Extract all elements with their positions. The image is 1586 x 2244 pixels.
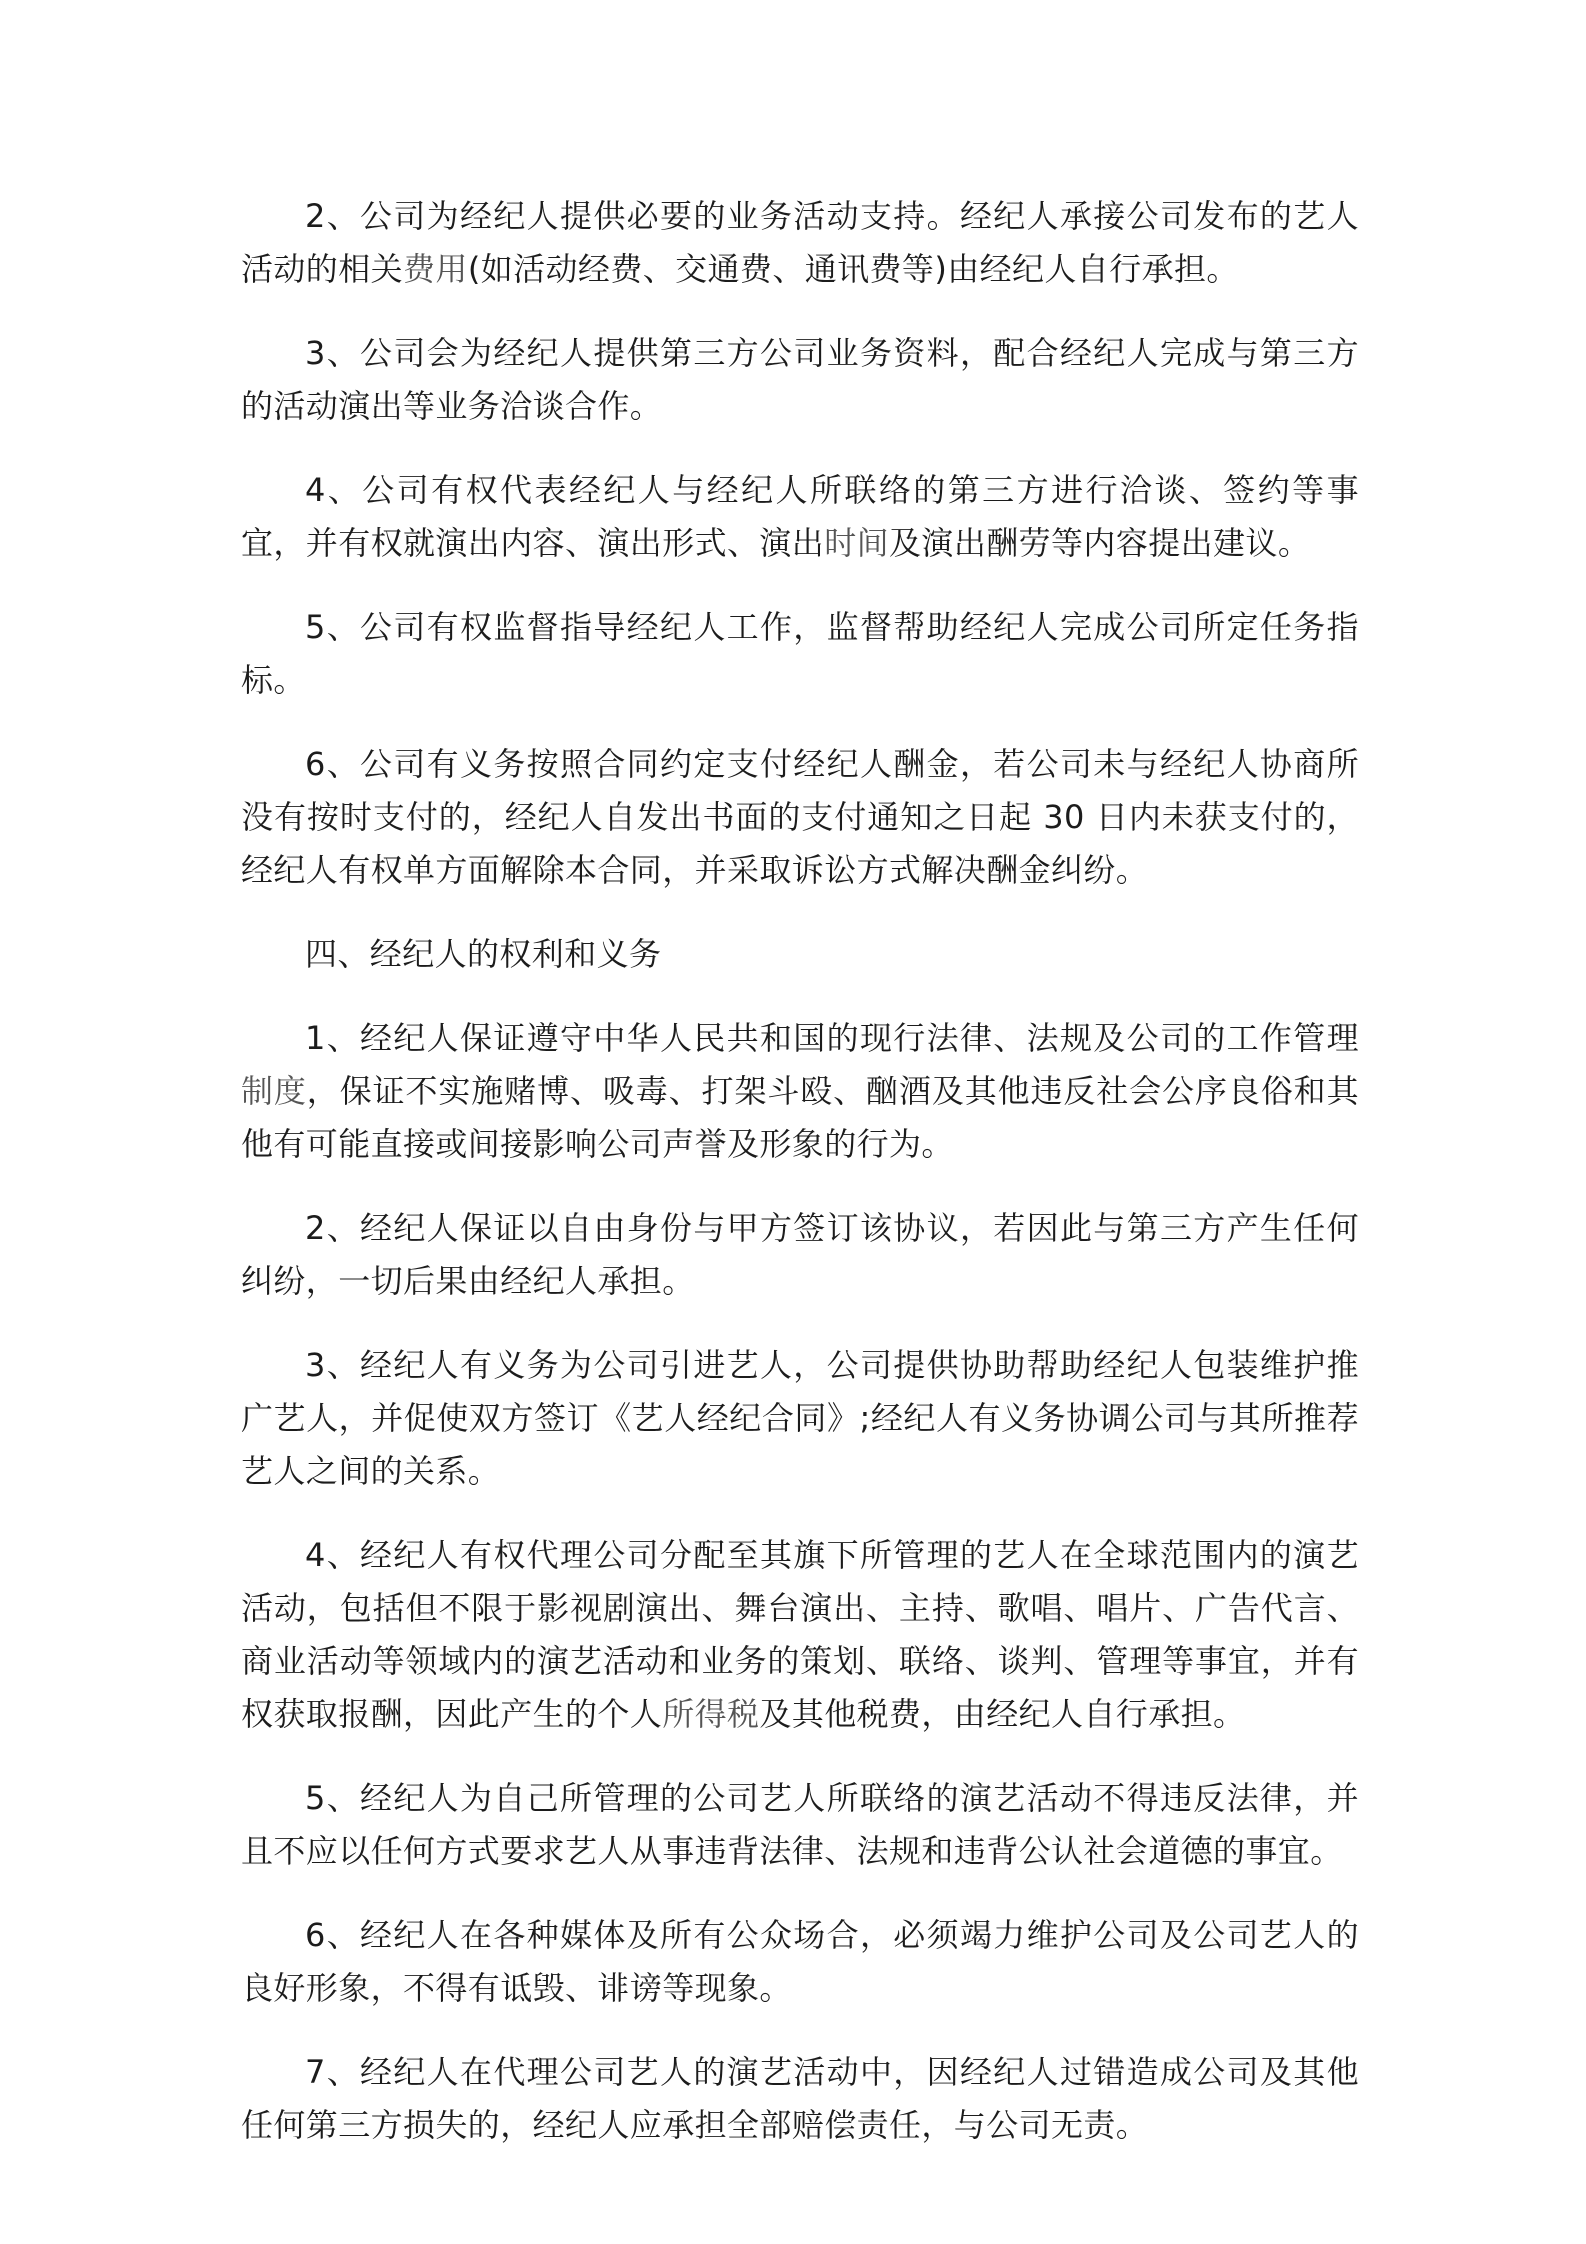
paragraph-text: 1、经纪人保证遵守中华人民共和国的现行法律、法规及公司的工作管理 [305,1019,1359,1057]
section-heading-text: 四、经纪人的权利和义务 [305,935,662,973]
paragraph-free-identity [241,1202,1359,1308]
paragraph-artist-introduction [241,1339,1359,1498]
keyword-link-fee: 费用 [403,250,468,288]
paragraph-text: 4、经纪人有权代理公司分配至其旗下所管理的艺人在全球范围内的演艺活动，包括但不限于影视剧演出、舞台演出、主持、歌唱、唱片、广告代言、商业活动等领域内的演艺活动和业务的策划、联络、谈判、管理等事宜，并有权获取报酬，因此产生的个人 [241,1536,1359,1733]
paragraph-text: 4、公司有权代表经纪人与经纪人所联络的第三方进行洽谈、签约等事宜，并有权就演出内容、演出形式、演出 [241,471,1359,562]
paragraph-negotiation-rights [241,464,1359,570]
paragraph-text: 2、公司为经纪人提供必要的业务活动支持。经纪人承接公司发布的艺人活动的相关 [241,197,1359,288]
keyword-link-system: 制度 [241,1072,307,1110]
paragraph-text: 6、经纪人在各种媒体及所有公众场合，必须竭力维护公司及公司艺人的良好形象，不得有诋毁、诽谤等现象。 [241,1916,1359,2007]
paragraph-public-image [241,1909,1359,2015]
paragraph-law-compliance [241,1012,1359,1171]
paragraph-text: 及演出酬劳等内容提出建议。 [889,524,1311,562]
paragraph-text: 及其他税费，由经纪人自行承担。 [759,1695,1246,1733]
paragraph-third-party-info [241,327,1359,433]
paragraph-text: 5、公司有权监督指导经纪人工作，监督帮助经纪人完成公司所定任务指标。 [241,608,1359,699]
paragraph-payment-obligation [241,738,1359,897]
paragraph-text: 5、经纪人为自己所管理的公司艺人所联络的演艺活动不得违反法律，并且不应以任何方式要求艺人从事违背法律、法规和违背公认社会道德的事宜。 [241,1779,1359,1870]
keyword-link-income-tax: 所得税 [662,1695,760,1733]
paragraph-supervision [241,601,1359,707]
paragraph-text: 2、经纪人保证以自由身份与甲方签订该协议，若因此与第三方产生任何纠纷，一切后果由经纪人承担。 [241,1209,1359,1300]
paragraph-company-support [241,190,1359,296]
paragraph-text: 6、公司有义务按照合同约定支付经纪人酬金，若公司未与经纪人协商所没有按时支付的，经纪人自发出书面的支付通知之日起 30 日内未获支付的，经纪人有权单方面解除本合同，并采取诉讼方式解决酬金纠纷。 [241,745,1359,889]
section-heading-agent-rights [241,928,1359,981]
paragraph-text: (如活动经费、交通费、通讯费等)由经纪人自行承担。 [467,250,1239,288]
document-body [241,190,1359,2183]
paragraph-text: 7、经纪人在代理公司艺人的演艺活动中，因经纪人过错造成公司及其他任何第三方损失的，经纪人应承担全部赔偿责任，与公司无责。 [241,2053,1359,2144]
paragraph-text: 3、经纪人有义务为公司引进艺人，公司提供协助帮助经纪人包装维护推广艺人，并促使双方签订《艺人经纪合同》;经纪人有义务协调公司与其所推荐艺人之间的关系。 [241,1346,1359,1490]
paragraph-text: ，保证不实施赌博、吸毒、打架斗殴、酗酒及其他违反社会公序良俗和其他有可能直接或间接影响公司声誉及形象的行为。 [241,1072,1359,1163]
paragraph-legal-activities [241,1772,1359,1878]
keyword-link-time: 时间 [824,524,890,562]
paragraph-agency-rights [241,1529,1359,1741]
paragraph-text: 3、公司会为经纪人提供第三方公司业务资料，配合经纪人完成与第三方的活动演出等业务洽谈合作。 [241,334,1359,425]
paragraph-liability [241,2046,1359,2152]
